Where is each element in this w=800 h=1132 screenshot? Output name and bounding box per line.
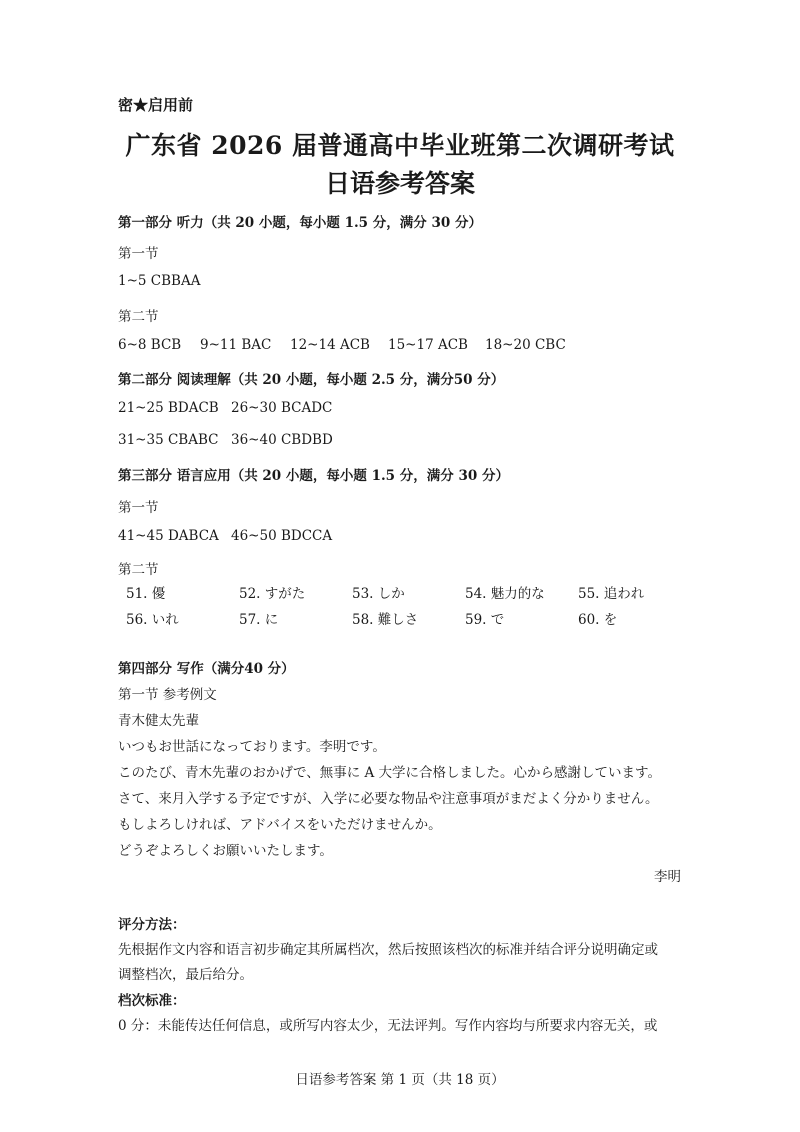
fill-answer: 57. に [239,612,279,628]
exam-title: 广东省 2026 届普通高中毕业班第二次调研考试 [125,131,675,160]
part4-sample-label: 第一节 参考例文 [118,687,217,703]
part1-section1-label: 第一节 [118,246,159,262]
fill-answer: 54. 魅力的な [465,586,545,602]
letter-signature: 李明 [654,869,681,885]
fill-answer: 60. を [578,612,618,628]
exam-subtitle: 日语参考答案 [324,169,475,198]
fill-answer: 59. で [465,612,505,628]
criteria-heading: 档次标准： [118,993,186,1009]
answer-group: 15~17 ACB [388,337,468,353]
part3-section1-label: 第一节 [118,500,159,516]
fill-answer: 56. いれ [126,612,179,628]
fill-answer: 51. 優 [126,586,166,602]
answer-group: 31~35 CBABC [118,432,219,448]
answer-group: 18~20 CBC [485,337,566,353]
answer-group: 36~40 CBDBD [231,432,333,448]
fill-answer: 52. すがた [239,586,306,602]
fill-answer: 55. 追われ [578,586,645,602]
part1-heading: 第一部分 听力（共 20 小题，每小题 1.5 分，满分 30 分） [118,215,482,231]
answer-group: 21~25 BDACB [118,400,219,416]
part1-section1-answers: 1~5 CBBAA [118,273,201,289]
answer-group: 9~11 BAC [200,337,272,353]
part2-heading: 第二部分 阅读理解（共 20 小题，每小题 2.5 分，满分50 分） [118,372,505,388]
part1-section2-label: 第二节 [118,309,159,325]
letter-line: このたび、青木先輩のおかげで、無事に A 大学に合格しました。心から感謝しています。 [118,765,661,781]
fill-answer: 58. 難しさ [352,612,419,628]
scoring-method-heading: 评分方法： [118,917,186,933]
letter-line: もしよろしければ、アドバイスをいただけませんか。 [118,817,442,833]
fill-answer: 53. しか [352,586,405,602]
answer-group: 6~8 BCB [118,337,182,353]
letter-line: さて、来月入学する予定ですが、入学に必要な物品や注意事項がまだよく分かりません。 [118,791,659,807]
part4-heading: 第四部分 写作（满分40 分） [118,661,295,677]
answer-group: 41~45 DABCA [118,528,219,544]
part3-section2-label: 第二节 [118,562,159,578]
part3-heading: 第三部分 语言应用（共 20 小题，每小题 1.5 分，满分 30 分） [118,468,509,484]
confidential-mark: 密★启用前 [118,96,194,114]
answer-group: 26~30 BCADC [231,400,333,416]
letter-line: どうぞよろしくお願いいたします。 [118,843,333,859]
letter-line: いつもお世話になっております。李明です。 [118,739,386,755]
scoring-method-line: 先根据作文内容和语言初步确定其所属档次，然后按照该档次的标准并结合评分说明确定或 [118,942,658,958]
answer-group: 12~14 ACB [290,337,370,353]
scoring-method-line: 调整档次，最后给分。 [118,967,253,983]
letter-line: 青木健太先輩 [118,713,199,729]
page-footer: 日语参考答案 第 1 页（共 18 页） [295,1072,505,1088]
criteria-line: 0 分：未能传达任何信息，或所写内容太少，无法评判。写作内容均与所要求内容无关，或 [118,1018,658,1034]
answer-group: 46~50 BDCCA [231,528,333,544]
